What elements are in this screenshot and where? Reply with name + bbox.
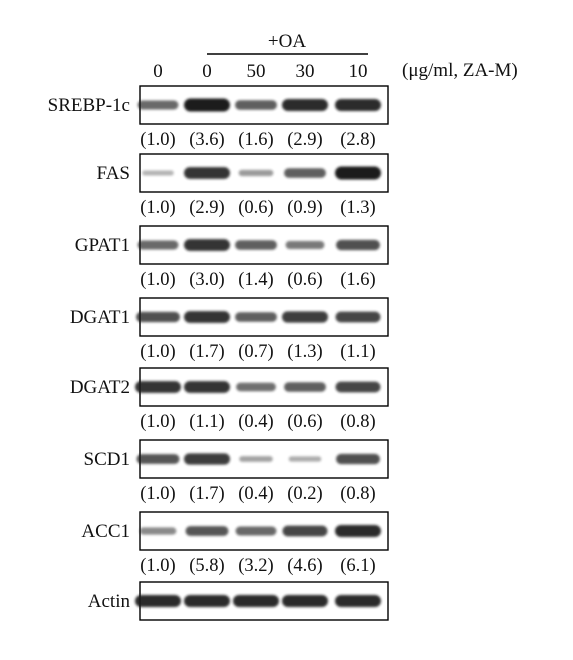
blot-row-scd1 xyxy=(84,440,388,504)
protein-label: DGAT1 xyxy=(69,307,130,328)
band-quantification: (1.3) xyxy=(287,342,323,362)
band-quantification: (1.0) xyxy=(140,198,176,218)
protein-band xyxy=(235,100,277,109)
band-quantification: (0.4) xyxy=(238,484,274,504)
blot-row-actin xyxy=(88,582,388,620)
protein-band xyxy=(142,171,174,176)
band-quantification: (1.7) xyxy=(189,342,225,362)
band-quantification: (1.6) xyxy=(238,130,274,150)
band-quantification: (0.6) xyxy=(287,412,323,432)
protein-band xyxy=(184,453,230,464)
band-quantification: (0.6) xyxy=(287,270,323,290)
blot-rows xyxy=(48,86,388,620)
protein-band xyxy=(136,312,180,322)
protein-label: Actin xyxy=(87,591,130,612)
protein-band xyxy=(138,241,179,250)
protein-band xyxy=(282,99,328,111)
protein-band xyxy=(184,381,230,393)
band-quantification: (0.8) xyxy=(340,412,376,432)
band-quantification: (1.1) xyxy=(340,342,376,362)
protein-band xyxy=(336,454,380,464)
blot-row-srebp-1c xyxy=(48,86,388,150)
protein-band xyxy=(184,239,230,251)
protein-band xyxy=(284,382,326,391)
band-quantification: (0.9) xyxy=(287,198,323,218)
protein-band xyxy=(282,595,328,607)
band-quantification: (2.8) xyxy=(340,130,376,150)
band-quantification: (1.0) xyxy=(140,130,176,150)
protein-label: FAS xyxy=(96,163,130,184)
blot-row-fas xyxy=(97,154,388,218)
blot-row-acc1 xyxy=(81,512,388,576)
band-quantification: (1.3) xyxy=(340,198,376,218)
band-quantification: (2.9) xyxy=(189,198,225,218)
protein-label: DGAT2 xyxy=(69,377,130,398)
protein-band xyxy=(284,168,326,177)
band-quantification: (1.0) xyxy=(140,270,176,290)
lane-label: 30 xyxy=(295,61,315,82)
protein-band xyxy=(140,527,177,534)
protein-band xyxy=(239,170,274,176)
protein-band xyxy=(137,454,180,464)
protein-band xyxy=(184,311,230,323)
band-quantification: (3.2) xyxy=(238,556,274,576)
protein-label: SCD1 xyxy=(83,449,130,470)
protein-band xyxy=(184,99,230,112)
band-quantification: (1.0) xyxy=(140,342,176,362)
protein-band xyxy=(335,595,381,607)
protein-band xyxy=(335,99,381,111)
lane-label: 10 xyxy=(348,61,368,82)
band-quantification: (0.4) xyxy=(238,412,274,432)
protein-band xyxy=(286,241,325,249)
band-quantification: (3.0) xyxy=(189,270,225,290)
band-quantification: (0.2) xyxy=(287,484,323,504)
lane-label: 50 xyxy=(246,61,266,82)
band-quantification: (5.8) xyxy=(189,556,225,576)
lane-label: 0 xyxy=(202,61,212,82)
protein-band xyxy=(336,312,381,323)
protein-band xyxy=(283,526,328,537)
band-quantification: (6.1) xyxy=(340,556,376,576)
band-quantification: (0.7) xyxy=(238,342,274,362)
protein-band xyxy=(336,382,381,393)
lane-labels xyxy=(153,61,367,82)
protein-band xyxy=(233,595,279,607)
band-quantification: (1.6) xyxy=(340,270,376,290)
lane-label: 0 xyxy=(153,61,163,82)
band-quantification: (1.0) xyxy=(140,412,176,432)
band-quantification: (1.7) xyxy=(189,484,225,504)
band-quantification: (1.4) xyxy=(238,270,274,290)
blot-row-dgat1 xyxy=(70,298,388,362)
protein-band xyxy=(138,101,179,110)
protein-band xyxy=(184,167,230,179)
treatment-label: +OA xyxy=(267,31,307,52)
protein-band xyxy=(236,527,277,536)
concentration-unit-label: (μg/ml, ZA-M) xyxy=(402,60,518,81)
protein-label: SREBP-1c xyxy=(47,95,130,116)
protein-band xyxy=(186,526,229,536)
protein-band xyxy=(184,595,230,607)
band-quantification: (2.9) xyxy=(287,130,323,150)
protein-band xyxy=(235,240,277,249)
protein-band xyxy=(335,167,381,180)
band-quantification: (1.0) xyxy=(140,556,176,576)
band-quantification: (1.1) xyxy=(189,412,225,432)
band-quantification: (0.6) xyxy=(238,198,274,218)
protein-band xyxy=(135,381,181,393)
band-quantification: (0.8) xyxy=(340,484,376,504)
band-quantification: (4.6) xyxy=(287,556,323,576)
protein-band xyxy=(335,525,381,537)
protein-label: ACC1 xyxy=(81,521,130,542)
protein-band xyxy=(239,456,273,462)
band-quantification: (1.0) xyxy=(140,484,176,504)
band-quantification: (3.6) xyxy=(189,130,225,150)
protein-band xyxy=(289,456,322,461)
protein-band xyxy=(282,311,328,322)
protein-band xyxy=(235,312,277,321)
blot-row-gpat1 xyxy=(75,226,388,290)
protein-band xyxy=(236,383,276,392)
protein-band xyxy=(135,595,181,607)
protein-label: GPAT1 xyxy=(74,235,130,256)
blot-row-dgat2 xyxy=(70,368,388,432)
protein-band xyxy=(336,240,380,250)
